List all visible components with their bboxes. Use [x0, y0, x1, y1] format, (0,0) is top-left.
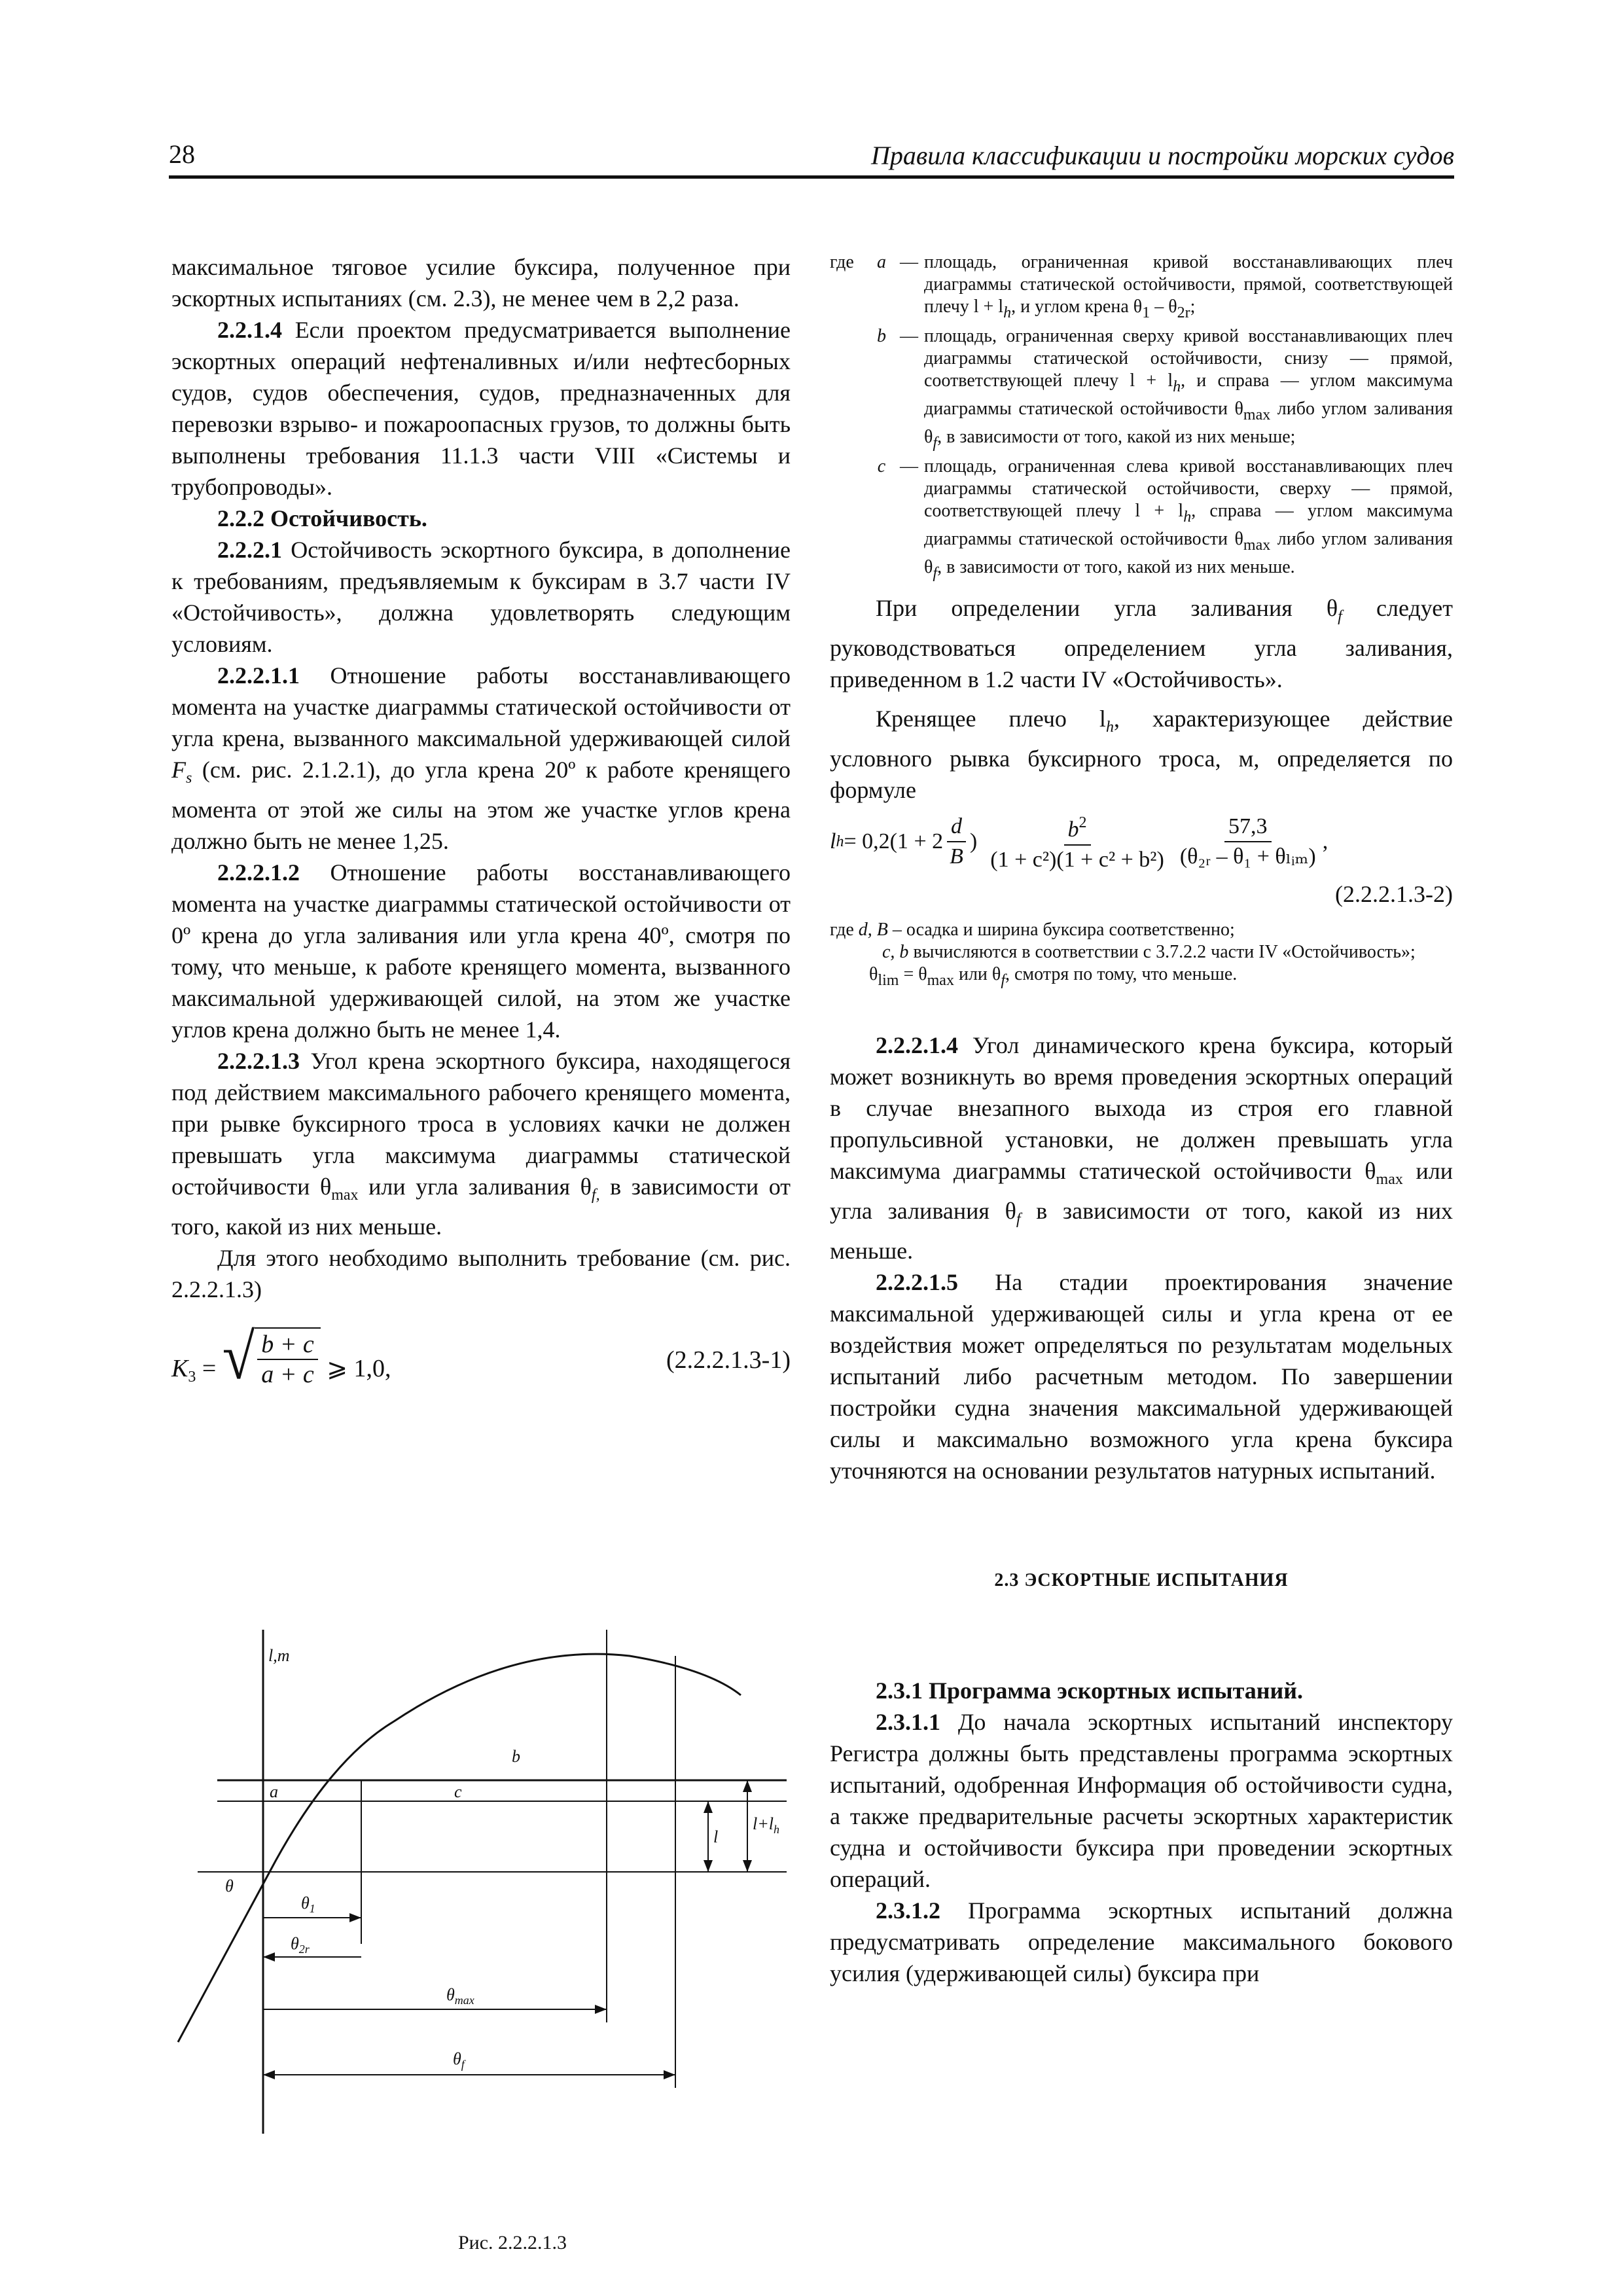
- formula-lh: [830, 810, 1453, 873]
- label-sub: max: [454, 1994, 474, 2007]
- label-l: l: [713, 1827, 719, 1846]
- text: Программа эскортных испытаний должна предусматривать определение максимального бокового усилия (удерживающей силы) буксира при: [830, 1897, 1453, 1986]
- where-list-2: [830, 919, 1453, 992]
- where-symbol: b: [877, 326, 886, 346]
- subscript: h: [1183, 509, 1192, 526]
- text: или θ: [954, 964, 1001, 984]
- fraction: [257, 1331, 318, 1388]
- subscript: lim: [878, 972, 899, 989]
- label-lm: l,m: [268, 1646, 290, 1665]
- label-theta2r: [291, 1934, 310, 1956]
- paragraph-text: (см. рис. 2.1.2.1), до угла крена 20º к работе кренящего момента от этой же силы на этом же участке углов крена должно быть не менее 1,25.: [171, 757, 791, 854]
- paragraph-text: в зависимости от того, какой из них меньше.: [171, 1174, 791, 1240]
- label-text: θ: [453, 2049, 461, 2068]
- label-l-plus-lh: [753, 1814, 779, 1836]
- clause-number: 2.2.1.4: [217, 317, 282, 343]
- clause-number: 2.2.2.1.2: [217, 859, 300, 886]
- subsection-heading: 2.2.2 Остойчивость.: [217, 505, 427, 531]
- subscript: f: [1338, 608, 1342, 625]
- fraction-d-b: [946, 814, 967, 870]
- text: , справа — углом максимума диаграммы статической остойчивости θ: [924, 501, 1453, 549]
- text: , характеризующее действие условного рывка буксирного троса, м, определяется по формуле: [830, 706, 1453, 803]
- label-text: θ: [291, 1934, 299, 1953]
- paragraph-text: Отношение работы восстанавливающего момента на участке диаграммы статической остойчивости от 0º крена до угла заливания или угла крена 40º, смотря по тому, что меньше, к работе кренящего момента, вызванного максимальной удерживающей силой, на этом же участке углов крена должно быть не менее 1,4.: [171, 859, 791, 1043]
- subscript: max: [1243, 406, 1271, 423]
- denominator: (θ₂ᵣ – θ₁ + θₗᵢₘ): [1179, 844, 1316, 869]
- where-text: – осадка и ширина буксира соответственно;: [892, 920, 1235, 940]
- paragraph-2-3-1-1: [830, 1706, 1453, 1895]
- where-item-b: [830, 325, 1453, 454]
- text: следует руководствоваться определением угла заливания, приведенном в 1.2 части IV «Остойчивость».: [830, 595, 1454, 692]
- paragraph: максимальное тяговое усилие буксира, полученное при эскортных испытаниях (см. 2.3), не менее чем в 2,2 раза.: [171, 254, 791, 312]
- arrow-head: [704, 1801, 713, 1813]
- subscript: 2r: [1177, 304, 1190, 321]
- subscript: max: [331, 1187, 359, 1204]
- stability-diagram: [171, 1617, 800, 2219]
- paragraph-2-2-2-1-4: [830, 1030, 1453, 1266]
- text: площадь, ограниченная кривой восстанавливающих плеч диаграммы статической остойчивости, прямой, соответствующей плечу l + l: [924, 252, 1453, 317]
- label-sub: 1: [309, 1902, 315, 1915]
- formula-symbol: l: [830, 829, 836, 853]
- subscript: s: [186, 770, 192, 787]
- subscript: 3: [188, 1369, 196, 1386]
- text: , смотря по тому, что меньше.: [1005, 964, 1238, 984]
- where-dash: —: [900, 456, 918, 476]
- where-lead: где: [830, 920, 854, 940]
- superscript: 2: [1079, 814, 1087, 831]
- subscript: h: [836, 833, 844, 850]
- formula-k3: [171, 1321, 791, 1393]
- text: θ: [869, 964, 878, 984]
- page-number: 28: [169, 139, 195, 169]
- text: На стадии проектирования значение максимальной удерживающей силы и угла крена от ее воздействия может определяться по результатам модельных испытаний либо расчетным методом. По завершении постройки судна значения максимальной удерживающей силы и максимально возможного угла крена буксира уточняются на основании результатов натурных испытаний.: [830, 1269, 1453, 1484]
- label-sub: h: [774, 1823, 779, 1836]
- arrow-head: [595, 2005, 607, 2014]
- subscript: max: [1243, 537, 1271, 554]
- text: либо углом заливания θ: [924, 529, 1453, 577]
- label-text: θ: [301, 1893, 310, 1912]
- formula-rhs: ⩾ 1,0,: [320, 1355, 391, 1382]
- paragraph-flooding-angle: [830, 592, 1453, 695]
- label-theta-max: [446, 1985, 474, 2007]
- paragraph-heeling-lever: [830, 703, 1453, 806]
- radical-sign: √: [222, 1321, 255, 1393]
- arrow-head: [743, 1780, 752, 1792]
- where-text: [924, 325, 1453, 454]
- clause-number: 2.3.1.1: [876, 1709, 940, 1735]
- subsection-heading: 2.3.1 Программа эскортных испытаний.: [876, 1677, 1303, 1704]
- running-title: Правила классификации и постройки морских судов: [870, 141, 1454, 170]
- fraction-b2: [986, 810, 1168, 873]
- subscript: max: [927, 972, 954, 989]
- text: , в зависимости от того, какой из них меньше.: [937, 557, 1295, 577]
- formula-paren: (1 + 2: [889, 829, 944, 853]
- text: площадь, ограниченная сверху кривой восстанавливающих плеч диаграммы статической остойчивости, снизу — прямой, соответствующей плечу l + l: [924, 326, 1453, 391]
- arrow-head: [664, 2070, 675, 2079]
- subscript: f: [1016, 1211, 1021, 1228]
- text: Кренящее плечо l: [876, 706, 1106, 732]
- text: При определении угла заливания θ: [876, 595, 1338, 621]
- formula-operator: =: [196, 1355, 223, 1382]
- text: – θ: [1150, 296, 1177, 317]
- text: До начала эскортных испытаний инспектору Регистра должны быть представлены программа эскортных испытаний, одобренная Информация об остойчивости судна, а также предварительные расчеты эскортных характеристик судна и остойчивости буксира при проведении эскортных операций.: [830, 1709, 1453, 1892]
- label-c: c: [454, 1782, 462, 1801]
- paragraph-text: Отношение работы восстанавливающего момента на участке диаграммы статической остойчивости от угла крена, вызванного максимальной удерживающей силой: [171, 662, 791, 751]
- paragraph: Для этого необходимо выполнить требование (см. рис. 2.2.2.1.3): [171, 1245, 791, 1302]
- label-b: b: [512, 1747, 520, 1766]
- text: = θ: [899, 964, 927, 984]
- paragraph-2-2-2-1: [171, 534, 791, 660]
- paragraph-text: Угол крена эскортного буксира, находящегося под действием максимального рабочего кренящего момента, при рывке буксирного троса в условиях качки не должен превышать угла максимума диаграммы статической остойчивости θ: [171, 1048, 791, 1200]
- text: площадь, ограниченная слева кривой восстанавливающих плеч диаграммы статической остойчивости, сверху — прямой, соответствующей плечу l + l: [924, 456, 1453, 521]
- numerator: [1064, 810, 1091, 846]
- text: , и справа — углом максимума диаграммы статической остойчивости θ: [924, 370, 1453, 419]
- arrow-head: [263, 1952, 275, 1962]
- num-symbol: b: [1067, 817, 1079, 842]
- denominator: a + c: [261, 1361, 314, 1388]
- symbol: F: [171, 757, 186, 783]
- header-rule: [169, 175, 1454, 179]
- paragraph-text: или угла заливания θ: [358, 1174, 592, 1200]
- arrow-head: [349, 1913, 361, 1922]
- label-a: a: [270, 1782, 278, 1801]
- subscript: f: [1001, 972, 1005, 989]
- text: в зависимости от того, какой из них меньше.: [830, 1198, 1453, 1264]
- label-theta-f: [453, 2049, 467, 2071]
- clause-number: 2.2.2.1.3: [217, 1048, 300, 1074]
- arrow-head: [704, 1860, 713, 1872]
- clause-number: 2.2.2.1: [217, 537, 282, 563]
- subscript: f,: [591, 1187, 600, 1204]
- text: или угла заливания θ: [830, 1158, 1453, 1224]
- formula-expression: [171, 1321, 391, 1393]
- fraction-573: [1176, 814, 1320, 870]
- label-sub: f: [461, 2058, 465, 2071]
- paragraph-2-2-2-1-3: [171, 1045, 791, 1242]
- formula-paren: ): [969, 829, 978, 853]
- paragraph-2-2-1-4: [171, 314, 791, 503]
- where-list: [830, 251, 1453, 584]
- subscript: 1: [1142, 304, 1150, 321]
- clause-number: 2.3.1.2: [876, 1897, 940, 1924]
- text: либо углом заливания θ: [924, 399, 1453, 447]
- paragraph-text: Остойчивость эскортного буксира, в дополнение к требованиям, предъявляемым к буксирам в 3.7 части IV «Остойчивость», должна удовлетворять следующим условиям.: [171, 537, 791, 657]
- radicand: [255, 1327, 321, 1388]
- label-text: θ: [446, 1985, 455, 2004]
- where-dash: —: [900, 326, 918, 346]
- figure-caption: Рис. 2.2.2.1.3: [457, 2232, 567, 2253]
- where-lead: где: [830, 252, 854, 272]
- paragraph-2-3-1-2: [830, 1895, 1453, 1989]
- formula-operator: = 0,2: [844, 829, 890, 853]
- denominator: B: [950, 844, 963, 869]
- where-text: вычисляются в соответствии с 3.7.2.2 части IV «Остойчивость»;: [913, 942, 1416, 962]
- text: , в зависимости от того, какой из них меньше;: [937, 427, 1296, 447]
- paragraph-2-2-2-1-1: [171, 660, 791, 857]
- left-column: [171, 251, 791, 1393]
- paragraph-text: Если проектом предусматривается выполнение эскортных операций нефтеналивных и/или нефтесборных судов, судов обеспечения, судов, предназначенных для перевозки взрыво- и пожароопасных грузов, то должны быть выполнены требования 11.1.3 части VIII «Системы и трубопроводы».: [171, 317, 791, 500]
- where-text: [924, 456, 1453, 584]
- where-item-c: [830, 456, 1453, 584]
- numerator: b + c: [257, 1331, 318, 1360]
- label-sub: 2r: [298, 1943, 310, 1956]
- formula-tail: ,: [1322, 829, 1329, 853]
- paragraph-2-2-2-1-5: [830, 1266, 1453, 1486]
- paragraph-2-2-2-1-2: [171, 857, 791, 1045]
- section-title: 2.3 ЭСКОРТНЫЕ ИСПЫТАНИЯ: [994, 1570, 1289, 1590]
- subscript: f: [933, 435, 938, 452]
- arrow-head: [743, 1860, 752, 1872]
- label-text: l+l: [753, 1814, 774, 1833]
- clause-number: 2.2.2.1.1: [217, 662, 300, 689]
- subscript: f: [933, 565, 938, 582]
- label-theta: θ: [225, 1876, 234, 1895]
- denominator: (1 + c²)(1 + c² + b²): [990, 848, 1164, 872]
- clause-number: 2.2.2.1.5: [876, 1269, 958, 1295]
- where-dash: —: [900, 252, 918, 272]
- subscript: max: [1376, 1171, 1403, 1188]
- where-symbol: c: [877, 456, 886, 476]
- clause-number: 2.2.2.1.4: [876, 1032, 958, 1058]
- where-item-d-b: [830, 919, 1453, 941]
- subscript: h: [1003, 304, 1012, 321]
- numerator: d: [947, 814, 966, 842]
- where-symbol: c, b: [882, 942, 909, 962]
- text: , и углом крена θ: [1011, 296, 1143, 317]
- where-item-theta-lim: [830, 963, 1453, 992]
- text: ;: [1190, 296, 1196, 317]
- arrow-head: [263, 2070, 275, 2079]
- where-item-c-b: [830, 941, 1453, 963]
- subscript: h: [1173, 378, 1181, 395]
- numerator: 57,3: [1224, 814, 1272, 842]
- formula-symbol: K: [171, 1355, 188, 1382]
- subscript: h: [1105, 719, 1114, 736]
- where-symbol: a: [877, 252, 886, 272]
- label-theta1: [301, 1893, 315, 1915]
- where-text: [924, 251, 1453, 324]
- formula-reference: (2.2.2.1.3-1): [666, 1346, 791, 1374]
- text: Угол динамического крена буксира, который может возникнуть во время проведения эскортных операций в случае внезапного выхода из строя его главной пропульсивной установки, не должен превышать угла максимума диаграммы статической остойчивости θ: [830, 1032, 1453, 1184]
- where-item-a: [830, 251, 1453, 324]
- right-column: [830, 251, 1453, 1989]
- where-symbol: d, B: [858, 920, 888, 940]
- square-root: [222, 1321, 321, 1393]
- formula-reference: (2.2.2.1.3-2): [1335, 881, 1453, 907]
